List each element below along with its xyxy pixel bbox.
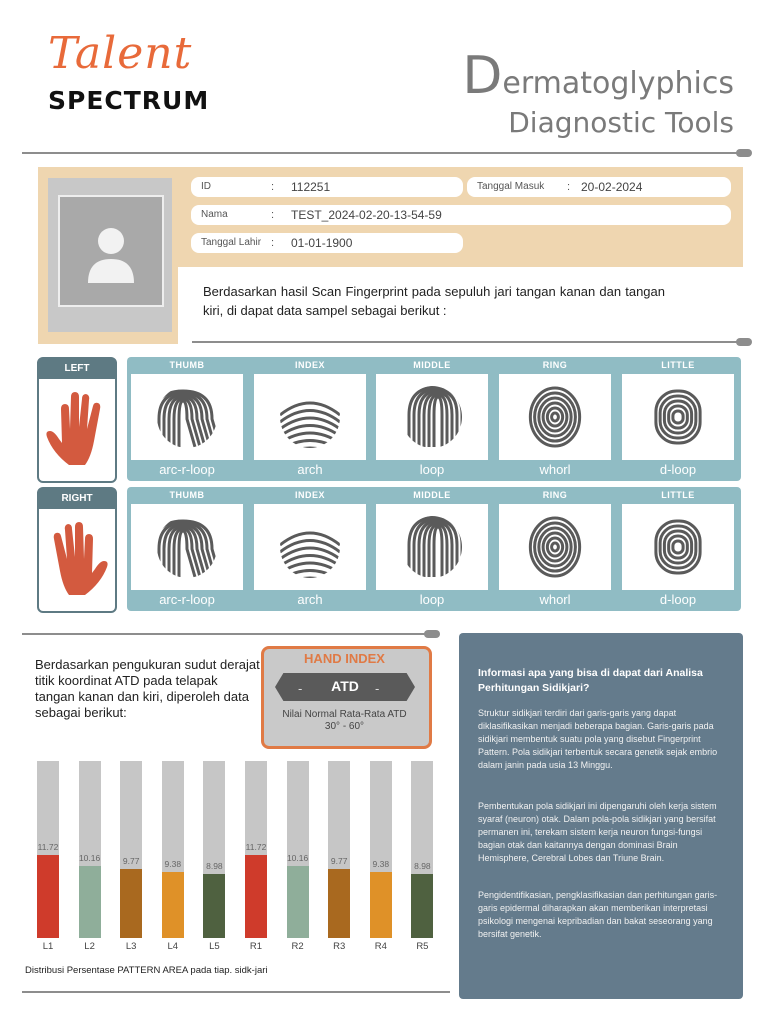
name-label: Nama bbox=[201, 209, 228, 220]
fingerprint-arch-icon bbox=[278, 385, 342, 454]
date-in-field bbox=[467, 177, 731, 197]
right-hand-label: RIGHT bbox=[39, 489, 115, 509]
divider-knob bbox=[424, 630, 440, 638]
atd-normal-range: 30° - 60° bbox=[324, 721, 365, 732]
bar-value-L1: 11.72 bbox=[37, 842, 59, 853]
bar-value-L4: 9.38 bbox=[164, 858, 182, 869]
id-field bbox=[191, 177, 463, 197]
atd-normal-info bbox=[262, 709, 427, 733]
fingerprint-whorl-icon bbox=[523, 515, 587, 584]
fingerprint-loop-icon bbox=[400, 515, 464, 584]
right-fingerprint-5 bbox=[622, 504, 734, 590]
title-line2: Diagnostic Tools bbox=[508, 106, 734, 139]
bar-label-L2: L2 bbox=[84, 941, 95, 952]
right-finger-header-3: MIDDLE bbox=[413, 490, 451, 500]
fingerprint-whorl-icon bbox=[523, 385, 587, 454]
bar-label-R5: R5 bbox=[416, 941, 429, 952]
divider-knob bbox=[736, 338, 752, 346]
right-finger-header-4: RING bbox=[542, 490, 568, 500]
left-fingerprint-1 bbox=[131, 374, 243, 460]
bar-R1 bbox=[245, 855, 267, 938]
right-hand-card bbox=[37, 487, 117, 613]
divider-knob bbox=[736, 149, 752, 157]
bar-L1 bbox=[37, 855, 59, 938]
logo-spectrum: SPECTRUM bbox=[48, 86, 210, 115]
left-fingerprint-5 bbox=[622, 374, 734, 460]
dob-colon: : bbox=[271, 237, 275, 249]
info-box-title: Informasi apa yang bisa di dapat dari Analisa Perhitungan Sidikjari? bbox=[478, 667, 703, 694]
bar-R3 bbox=[328, 869, 350, 938]
date-in-colon: : bbox=[567, 181, 571, 193]
left-pattern-label-4: whorl bbox=[539, 462, 571, 477]
bar-value-R4: 9.38 bbox=[372, 858, 390, 869]
left-hand-icon bbox=[39, 379, 115, 475]
left-finger-header-4: RING bbox=[542, 360, 568, 370]
fingerprint-loop-icon bbox=[400, 385, 464, 454]
bar-value-R3: 9.77 bbox=[330, 855, 348, 866]
name-field bbox=[191, 205, 731, 225]
bar-label-R2: R2 bbox=[291, 941, 304, 952]
bar-label-R3: R3 bbox=[333, 941, 346, 952]
left-pattern-label-1: arc-r-loop bbox=[159, 462, 215, 477]
bar-R2 bbox=[287, 866, 309, 938]
date-in-label: Tanggal Masuk bbox=[477, 181, 545, 192]
name-value: TEST_2024-02-20-13-54-59 bbox=[291, 208, 442, 222]
right-pattern-label-2: arch bbox=[297, 592, 323, 607]
header-divider bbox=[22, 152, 744, 154]
right-fingerprint-1 bbox=[131, 504, 243, 590]
avatar-placeholder-icon bbox=[60, 197, 162, 305]
bar-value-R2: 10.16 bbox=[286, 853, 309, 864]
atd-normal-label: Nilai Normal Rata-Rata ATD bbox=[282, 709, 407, 720]
left-hand-label: LEFT bbox=[39, 359, 115, 379]
bar-L4 bbox=[162, 872, 184, 938]
logo-talent: Talent bbox=[48, 28, 193, 79]
bar-L2 bbox=[79, 866, 101, 938]
atd-left-value: - bbox=[298, 681, 303, 696]
fingerprint-arc-r-loop-icon bbox=[155, 515, 219, 584]
dob-field bbox=[191, 233, 463, 253]
id-colon: : bbox=[271, 181, 275, 193]
bar-value-L3: 9.77 bbox=[122, 855, 140, 866]
left-finger-header-5: LITTLE bbox=[661, 360, 695, 370]
right-finger-header-5: LITTLE bbox=[661, 490, 695, 500]
bar-L5 bbox=[203, 874, 225, 938]
right-pattern-label-3: loop bbox=[419, 592, 445, 607]
bar-label-L1: L1 bbox=[42, 941, 54, 952]
right-finger-header-1: THUMB bbox=[169, 490, 205, 500]
document-title bbox=[462, 46, 734, 142]
intro-text: Berdasarkan hasil Scan Fingerprint pada sepuluh jari tangan kanan dan tangan kiri, di dapat data sampel sebagai berikut : bbox=[203, 284, 665, 318]
bar-R5 bbox=[411, 874, 433, 938]
id-value: 112251 bbox=[291, 180, 331, 194]
left-pattern-label-5: d-loop bbox=[659, 462, 697, 477]
right-fingerprint-3 bbox=[376, 504, 488, 590]
left-pattern-label-2: arch bbox=[297, 462, 323, 477]
fingerprint-d-loop-icon bbox=[646, 515, 710, 584]
bar-label-L3: L3 bbox=[125, 941, 137, 952]
atd-divider bbox=[22, 633, 430, 635]
info-paragraph-3: Pengidentifikasian, pengklasifikasian dan perhitungan garis-garis epidermal diharapkan akan memberikan interpretasi psikologi mengenai kepribadian dan bakat seseorang yang bersifat genetik. bbox=[478, 890, 718, 939]
title-rest: ermatoglyphics bbox=[502, 66, 734, 101]
bar-label-R4: R4 bbox=[374, 941, 387, 952]
title-initial: D bbox=[462, 46, 503, 106]
intro-divider bbox=[192, 341, 744, 343]
bar-L3 bbox=[120, 869, 142, 938]
atd-description: Berdasarkan pengukuran sudut derajat titik koordinat ATD pada telapak tangan kanan dan kiri, diperoleh data sebagai berikut: bbox=[35, 657, 260, 720]
left-pattern-label-3: loop bbox=[419, 462, 445, 477]
bar-label-L5: L5 bbox=[209, 941, 220, 952]
left-hand-card bbox=[37, 357, 117, 483]
right-pattern-label-1: arc-r-loop bbox=[159, 592, 215, 607]
left-finger-header-1: THUMB bbox=[169, 360, 205, 370]
info-paragraph-2: Pembentukan pola sidikjari ini dipengaruhi oleh kerja sistem syaraf (neuron) otak. Dalam pola-pola sidikjari yang bersifat permanen ini, terekam sistem kerja neuron fungsi-fungsi bagian otak dan kaitannya dengan dominasi Brain Hemisphere, Cerebral Lobes dan Triune Brain. bbox=[478, 801, 717, 863]
dob-value: 01-01-1900 bbox=[291, 236, 353, 250]
date-in-value: 20-02-2024 bbox=[581, 180, 643, 194]
bar-R4 bbox=[370, 872, 392, 938]
right-finger-header-2: INDEX bbox=[294, 490, 325, 500]
left-finger-header-2: INDEX bbox=[294, 360, 325, 370]
bar-value-R1: 11.72 bbox=[245, 842, 267, 853]
left-finger-header-3: MIDDLE bbox=[413, 360, 451, 370]
left-fingerprint-2 bbox=[254, 374, 366, 460]
avatar bbox=[58, 195, 164, 307]
fingerprint-d-loop-icon bbox=[646, 385, 710, 454]
left-fingerprint-3 bbox=[376, 374, 488, 460]
hand-index-title: HAND INDEX bbox=[304, 651, 385, 666]
name-colon: : bbox=[271, 209, 275, 221]
bar-value-L2: 10.16 bbox=[78, 853, 101, 864]
fingerprint-arc-r-loop-icon bbox=[155, 385, 219, 454]
bottom-divider bbox=[22, 991, 450, 993]
chart-caption: Distribusi Persentase PATTERN AREA pada tiap. sidk-jari bbox=[25, 965, 268, 976]
id-label: ID bbox=[201, 181, 211, 192]
bar-value-L5: 8.98 bbox=[206, 861, 223, 872]
bar-label-L4: L4 bbox=[167, 941, 179, 952]
bar-value-R5: 8.98 bbox=[414, 861, 431, 872]
atd-right-value: - bbox=[375, 681, 380, 696]
bar-label-R1: R1 bbox=[249, 941, 263, 952]
atd-pill-label: ATD bbox=[331, 678, 359, 694]
right-pattern-label-4: whorl bbox=[539, 592, 571, 607]
right-fingerprint-2 bbox=[254, 504, 366, 590]
fingerprint-arch-icon bbox=[278, 515, 342, 584]
right-pattern-label-5: d-loop bbox=[659, 592, 697, 607]
left-fingerprint-4 bbox=[499, 374, 611, 460]
info-paragraph-1: Struktur sidikjari terdiri dari garis-garis yang dapat diklasifikasikan menjadi beberapa bagian. Garis-garis pada sidikjari membentuk suatu pola yang disebut Fingerprint Pattern. Pola sidikjari terbentuk secara genetik sejak embrio dalam janin pada usia 13 Minggu. bbox=[478, 708, 718, 770]
right-hand-icon bbox=[39, 509, 115, 605]
right-fingerprint-4 bbox=[499, 504, 611, 590]
dob-label: Tanggal Lahir bbox=[201, 237, 262, 248]
